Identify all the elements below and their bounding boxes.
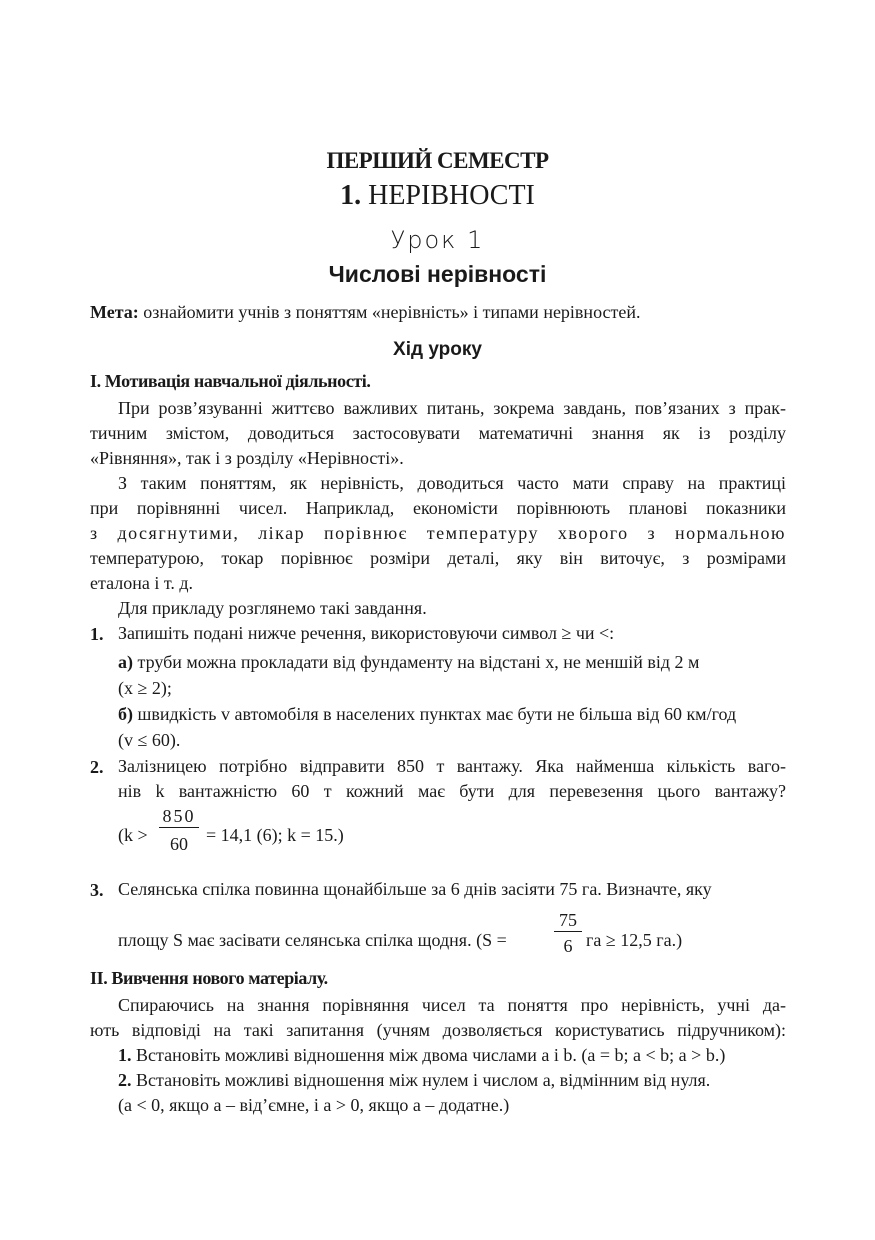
formula-end: га ≥ 12,5 га.)	[586, 930, 683, 950]
item-text: швидкість v автомобіля в населених пунктах має бути не більша від 60 км/год	[137, 704, 737, 724]
section-1-title: I. Мотивація навчальної діяльності.	[90, 371, 371, 391]
question-number: 1.	[118, 1045, 132, 1065]
question-text: Встановіть можливі відношення між двома числами a і b. (a = b; a < b; a > b.)	[136, 1045, 726, 1065]
fraction	[554, 910, 582, 957]
course-heading: Хід уроку	[393, 339, 482, 360]
question-text: Встановіть можливі відношення між нулем і числом a, відмінним від нуля.	[136, 1070, 711, 1090]
task-number: 3.	[90, 880, 104, 900]
paragraph-line: з досягнутими, лікар порівнює температуру хворого з нормальною	[90, 523, 786, 543]
question	[118, 1043, 725, 1068]
question	[118, 1068, 710, 1093]
item-formula: (v ≤ 60).	[118, 730, 181, 750]
chapter-heading	[0, 180, 875, 212]
paragraph-line: ють відповіді на такі запитання (учням дозволяється користуватись підручником):	[90, 1020, 786, 1040]
denominator: 60	[170, 834, 188, 854]
fraction	[159, 806, 199, 855]
task-text: Селянська спілка повинна щонайбільше за 6 днів засіяти 75 га. Визначте, яку	[118, 879, 712, 899]
paragraph-line: При розв’язуванні життєво важливих питань, зокрема завдань, пов’язаних з прак-	[118, 398, 786, 418]
task-text: Залізницею потрібно відправити 850 т вантажу. Яка найменша кількість ваго-	[118, 756, 786, 776]
paragraph-line: «Рівняння», так і з розділу «Нерівності».	[90, 448, 404, 468]
task-text: Запишіть подані нижче речення, використовуючи символ ≥ чи <:	[118, 623, 615, 643]
item-formula: (x ≥ 2);	[118, 678, 172, 698]
paragraph-line: еталона і т. д.	[90, 573, 193, 593]
goal-label: Мета:	[90, 302, 139, 322]
formula-start: (k >	[118, 825, 148, 845]
semester-heading: ПЕРШИЙ СЕМЕСТР	[326, 148, 549, 173]
lesson-heading: Урок 1	[390, 226, 485, 254]
task-number: 1.	[90, 624, 104, 644]
lesson-goal	[90, 302, 641, 323]
paragraph-line: Спираючись на знання порівняння чисел та поняття про нерівність, учні да-	[118, 995, 786, 1015]
task-text: площу S має засівати селянська спілка щодня. (S =	[118, 930, 507, 950]
paragraph-line: температурою, токар порівнює розміри деталі, яку він виточує, з розмірами	[90, 548, 786, 568]
paragraph-line: при порівнянні чисел. Наприклад, економісти порівнюють планові показники	[90, 498, 786, 518]
goal-text: ознайомити учнів з поняттям «нерівність» і типами нерівностей.	[143, 302, 641, 322]
numerator: 850	[162, 806, 196, 826]
section-2-title: II. Вивчення нового матеріалу.	[90, 968, 328, 988]
paragraph-line: тичним змістом, доводиться застосовувати математичні знання як із розділу	[90, 423, 786, 443]
item-label: б)	[118, 704, 133, 724]
paragraph-line: З таким поняттям, як нерівність, доводиться часто мати справу на практиці	[118, 473, 786, 493]
formula-end: = 14,1 (6); k = 15.)	[206, 825, 344, 845]
question-number: 2.	[118, 1070, 132, 1090]
task-item	[118, 702, 736, 727]
task-item	[118, 650, 699, 675]
paragraph-line: Для прикладу розглянемо такі завдання.	[118, 598, 427, 618]
task-text: нів k вантажністю 60 т кожний має бути для перевезення цього вантажу?	[118, 781, 786, 801]
topic-heading: Числові нерівності	[328, 261, 547, 287]
numerator: 75	[559, 910, 577, 930]
question-answer: (a < 0, якщо a – від’ємне, і a > 0, якщо a – додатне.)	[118, 1095, 510, 1115]
denominator: 6	[563, 936, 573, 956]
task-number: 2.	[90, 757, 104, 777]
item-text: труби можна прокладати від фундаменту на відстані x, не меншій від 2 м	[137, 652, 700, 672]
chapter-number: 1.	[340, 180, 362, 211]
chapter-title: НЕРІВНОСТІ	[368, 180, 535, 211]
item-label: а)	[118, 652, 133, 672]
